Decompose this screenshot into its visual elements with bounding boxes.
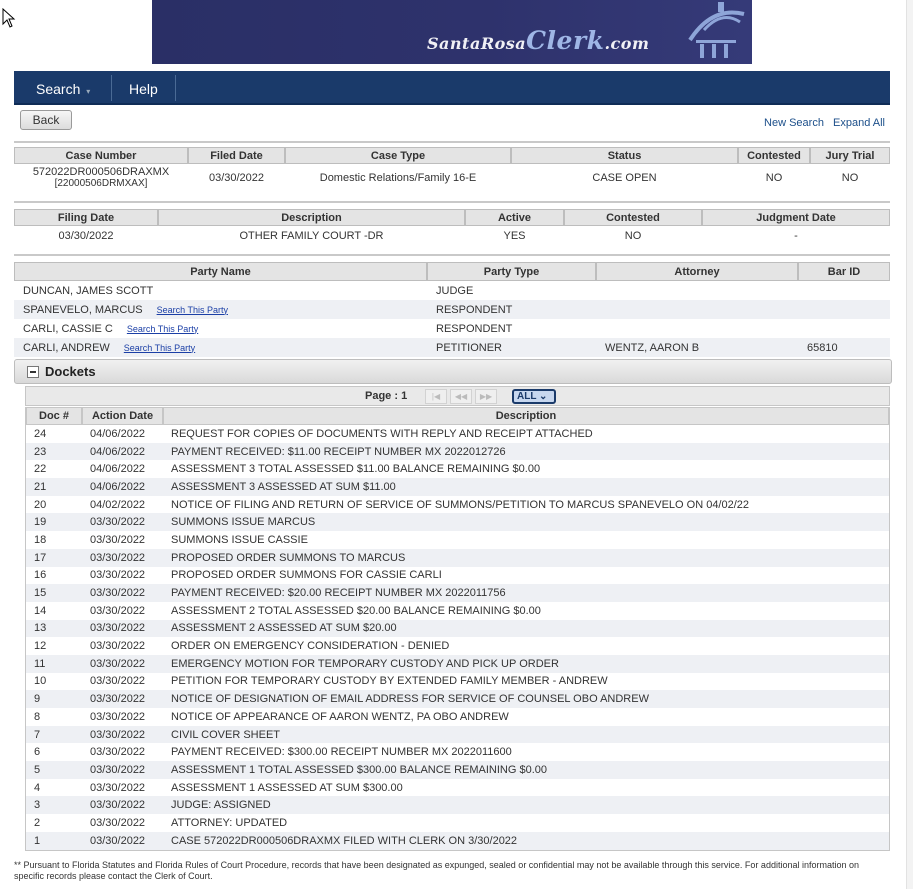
divider <box>14 201 890 203</box>
col-header: Contested <box>564 209 702 226</box>
action-date: 04/02/2022 <box>90 498 146 511</box>
docket-description: ASSESSMENT 2 ASSESSED AT SUM $20.00 <box>163 620 889 638</box>
col-header: Description <box>158 209 465 226</box>
docket-description: PROPOSED ORDER SUMMONS TO MARCUS <box>163 549 889 567</box>
col-header: Case Type <box>285 147 511 164</box>
docket-row <box>26 690 889 708</box>
doc-number: 13 <box>26 620 82 638</box>
doc-number: 12 <box>34 640 47 653</box>
docket-description: PETITION FOR TEMPORARY CUSTODY BY EXTENDED FAMILY MEMBER - ANDREW <box>171 675 608 688</box>
party-attorney <box>596 281 798 300</box>
docket-description: ASSESSMENT 2 TOTAL ASSESSED $20.00 BALANCE REMAINING $0.00 <box>171 604 541 617</box>
case-number-alt: [22000506DRMXAX] <box>54 178 148 189</box>
docket-row <box>26 620 889 638</box>
action-date: 03/30/2022 <box>82 832 163 850</box>
party-attorney <box>596 300 798 319</box>
action-date: 03/30/2022 <box>90 675 146 688</box>
nav-search-label: Search <box>36 81 81 97</box>
party-type: PETITIONER <box>427 338 596 357</box>
case-number: 572022DR000506DRAXMX <box>32 166 170 178</box>
doc-number: 5 <box>26 761 82 779</box>
case-type: Domestic Relations/Family 16-E <box>319 172 477 184</box>
action-date: 03/30/2022 <box>90 816 146 829</box>
docket-row <box>26 496 889 514</box>
collapse-icon[interactable] <box>27 366 39 378</box>
action-date: 03/30/2022 <box>90 569 146 582</box>
docket-row <box>26 425 889 443</box>
docket-row <box>26 513 889 531</box>
docket-description: JUDGE: ASSIGNED <box>163 796 889 814</box>
filing-description: OTHER FAMILY COURT -DR <box>239 229 384 242</box>
docket-row <box>26 567 889 585</box>
docket-description: ASSESSMENT 3 ASSESSED AT SUM $11.00 <box>163 478 889 496</box>
party-row <box>14 281 890 300</box>
docket-description: PAYMENT RECEIVED: $11.00 RECEIPT NUMBER MX 2022012726 <box>163 443 889 461</box>
docket-row <box>26 655 889 673</box>
party-name-cell <box>14 319 427 338</box>
doc-number: 17 <box>26 549 82 567</box>
docket-row <box>26 708 889 726</box>
party-attorney: WENTZ, AARON B <box>596 338 798 357</box>
action-date: 04/06/2022 <box>90 463 146 476</box>
docket-row <box>26 796 889 814</box>
page-size-select[interactable] <box>512 389 556 404</box>
divider <box>14 141 890 143</box>
doc-number: 10 <box>34 675 47 688</box>
doc-number: 20 <box>34 498 47 511</box>
doc-number: 11 <box>26 655 82 673</box>
docket-description: PROPOSED ORDER SUMMONS FOR CASSIE CARLI <box>171 569 442 582</box>
docket-description: ASSESSMENT 1 TOTAL ASSESSED $300.00 BALANCE REMAINING $0.00 <box>163 761 889 779</box>
docket-row <box>26 584 889 602</box>
action-date: 03/30/2022 <box>90 640 146 653</box>
col-header: Filing Date <box>14 209 158 226</box>
action-date: 03/30/2022 <box>90 746 146 759</box>
docket-row <box>26 602 889 620</box>
action-date: 03/30/2022 <box>82 655 163 673</box>
case-summary-table <box>14 147 890 192</box>
chevron-down-icon: ⌄ <box>539 391 548 402</box>
doc-number: 3 <box>26 796 82 814</box>
docket-description: REQUEST FOR COPIES OF DOCUMENTS WITH REPLY AND RECEIPT ATTACHED <box>171 427 593 440</box>
action-date: 03/30/2022 <box>90 533 146 546</box>
action-date: 03/30/2022 <box>82 584 163 602</box>
party-attorney <box>596 319 798 338</box>
docket-description: NOTICE OF DESIGNATION OF EMAIL ADDRESS FOR SERVICE OF COUNSEL OBO ANDREW <box>163 690 889 708</box>
col-header: Description <box>163 407 889 425</box>
action-date: 04/06/2022 <box>82 478 163 496</box>
action-date: 03/30/2022 <box>82 690 163 708</box>
new-search-link[interactable]: New Search <box>764 117 824 129</box>
next-page-icon[interactable]: ▶▶ <box>475 389 497 404</box>
parties-table <box>14 262 890 357</box>
col-header: Party Name <box>14 262 427 281</box>
action-date: 04/06/2022 <box>82 443 163 461</box>
docket-row <box>26 832 889 850</box>
search-this-party-link[interactable]: Search This Party <box>126 323 199 334</box>
filing-date: 03/30/2022 <box>58 229 114 242</box>
scrollbar[interactable] <box>906 0 913 889</box>
col-header: Filed Date <box>188 147 285 164</box>
party-row <box>14 300 890 319</box>
party-row <box>14 338 890 357</box>
doc-number: 22 <box>34 463 47 476</box>
col-header: Jury Trial <box>810 147 890 164</box>
dockets-pager <box>25 386 890 406</box>
expand-all-link[interactable]: Expand All <box>833 117 885 129</box>
filing-active: YES <box>503 229 526 242</box>
docket-row <box>26 443 889 461</box>
docket-description: ASSESSMENT 1 ASSESSED AT SUM $300.00 <box>171 781 403 794</box>
col-header: Case Number <box>14 147 188 164</box>
docket-row <box>26 761 889 779</box>
docket-row <box>26 779 889 797</box>
doc-number: 7 <box>26 726 82 744</box>
dockets-section-header[interactable] <box>14 359 892 384</box>
docket-row <box>26 743 889 761</box>
divider <box>14 254 890 256</box>
col-header: Bar ID <box>798 262 890 281</box>
docket-description: CIVIL COVER SHEET <box>163 726 889 744</box>
docket-row <box>26 531 889 549</box>
docket-description: CASE 572022DR000506DRAXMX FILED WITH CLERK ON 3/30/2022 <box>163 832 889 850</box>
doc-number: 2 <box>34 816 41 829</box>
action-date: 03/30/2022 <box>82 726 163 744</box>
filed-date: 03/30/2022 <box>208 172 265 184</box>
party-bar-id <box>798 319 890 338</box>
docket-description: PAYMENT RECEIVED: $20.00 RECEIPT NUMBER MX 2022011756 <box>163 584 889 602</box>
doc-number: 19 <box>26 513 82 531</box>
page-label: Page : 1 <box>365 390 408 402</box>
top-links <box>758 117 885 129</box>
action-date: 03/30/2022 <box>90 781 146 794</box>
docket-row <box>26 726 889 744</box>
chevron-down-icon: ▾ <box>86 87 91 96</box>
col-header: Judgment Date <box>702 209 890 226</box>
docket-description: SUMMONS ISSUE MARCUS <box>163 513 889 531</box>
doc-number: 15 <box>26 584 82 602</box>
col-header: Active <box>465 209 564 226</box>
docket-description: ORDER ON EMERGENCY CONSIDERATION - DENIED <box>171 640 450 653</box>
docket-description: ASSESSMENT 3 TOTAL ASSESSED $11.00 BALANCE REMAINING $0.00 <box>171 463 541 476</box>
docket-row <box>26 814 889 832</box>
party-bar-id <box>798 300 890 319</box>
search-this-party-link[interactable]: Search This Party <box>123 342 196 353</box>
logo-prefix: SantaRosa <box>427 34 527 53</box>
docket-row <box>26 673 889 691</box>
doc-number: 16 <box>34 569 47 582</box>
docket-row <box>26 637 889 655</box>
search-this-party-link[interactable]: Search This Party <box>156 304 228 315</box>
courthouse-dome-icon <box>682 0 752 64</box>
doc-number: 4 <box>34 781 41 794</box>
nav-divider <box>175 75 176 101</box>
page-size-value: ALL <box>517 391 537 402</box>
case-status: CASE OPEN <box>592 172 657 184</box>
col-header: Action Date <box>82 407 163 425</box>
doc-number: 24 <box>34 427 47 440</box>
jury-trial-value: NO <box>841 172 859 184</box>
doc-number: 14 <box>34 604 47 617</box>
col-header: Doc # <box>26 407 82 425</box>
col-header: Attorney <box>596 262 798 281</box>
filing-contested: NO <box>624 229 642 242</box>
main-nav <box>14 71 890 105</box>
party-name-cell <box>14 338 427 357</box>
docket-row <box>26 549 889 567</box>
action-date: 03/30/2022 <box>82 761 163 779</box>
site-logo[interactable] <box>427 26 649 55</box>
dockets-table <box>25 407 890 851</box>
doc-number: 18 <box>34 533 47 546</box>
party-row <box>14 319 890 338</box>
doc-number: 23 <box>26 443 82 461</box>
action-date: 03/30/2022 <box>82 513 163 531</box>
action-date: 03/30/2022 <box>82 549 163 567</box>
party-type: RESPONDENT <box>427 300 596 319</box>
docket-description: EMERGENCY MOTION FOR TEMPORARY CUSTODY AND PICK UP ORDER <box>163 655 889 673</box>
docket-row <box>26 460 889 478</box>
dockets-title: Dockets <box>45 364 96 379</box>
doc-number: 9 <box>26 690 82 708</box>
filing-table <box>14 209 890 245</box>
header-banner <box>152 0 752 64</box>
logo-brand: Clerk <box>526 26 605 55</box>
party-bar-id: 65810 <box>798 338 890 357</box>
col-header: Status <box>511 147 738 164</box>
doc-number: 21 <box>26 478 82 496</box>
docket-description: NOTICE OF APPEARANCE OF AARON WENTZ, PA OBO ANDREW <box>171 710 509 723</box>
col-header: Party Type <box>427 262 596 281</box>
nav-search-menu[interactable] <box>36 71 90 105</box>
party-type: RESPONDENT <box>436 322 513 335</box>
party-type: JUDGE <box>436 284 474 297</box>
mouse-cursor-icon <box>2 8 16 28</box>
party-bar-id <box>798 281 890 300</box>
judgment-date: - <box>794 229 798 242</box>
party-name: DUNCAN, JAMES SCOTT <box>23 284 154 297</box>
action-date: 03/30/2022 <box>90 710 146 723</box>
docket-description: PAYMENT RECEIVED: $300.00 RECEIPT NUMBER MX 2022011600 <box>171 746 512 759</box>
docket-description: NOTICE OF FILING AND RETURN OF SERVICE OF SUMMONS/PETITION TO MARCUS SPANEVELO ON 04/02/22 <box>171 498 750 511</box>
action-date: 03/30/2022 <box>82 796 163 814</box>
case-number-cell <box>14 164 188 192</box>
nav-divider <box>111 75 112 101</box>
action-date: 03/30/2022 <box>82 620 163 638</box>
docket-description: SUMMONS ISSUE CASSIE <box>171 533 308 546</box>
col-header: Contested <box>738 147 810 164</box>
action-date: 04/06/2022 <box>90 427 146 440</box>
logo-suffix: .com <box>604 34 650 53</box>
action-date: 03/30/2022 <box>90 604 146 617</box>
nav-help[interactable]: Help <box>129 81 158 97</box>
footer-disclaimer: ** Pursuant to Florida Statutes and Florida Rules of Court Procedure, records that have been designated as expunged, sealed or confidential may not be available through this service. For additional information on specific records please contact the Clerk of Court. <box>14 860 859 881</box>
docket-description: ATTORNEY: UPDATED <box>171 816 288 829</box>
party-name-cell <box>14 300 427 319</box>
doc-number: 6 <box>34 746 41 759</box>
doc-number: 1 <box>26 832 82 850</box>
back-button[interactable]: Back <box>20 110 72 130</box>
party-name: CARLI, ANDREW <box>23 341 110 354</box>
first-page-icon[interactable]: |◀ <box>425 389 447 404</box>
prev-page-icon[interactable]: ◀◀ <box>450 389 472 404</box>
party-name: CARLI, CASSIE C <box>23 322 113 335</box>
doc-number: 8 <box>34 710 41 723</box>
contested-value: NO <box>765 172 783 184</box>
party-name: SPANEVELO, MARCUS <box>23 303 143 316</box>
docket-row <box>26 478 889 496</box>
